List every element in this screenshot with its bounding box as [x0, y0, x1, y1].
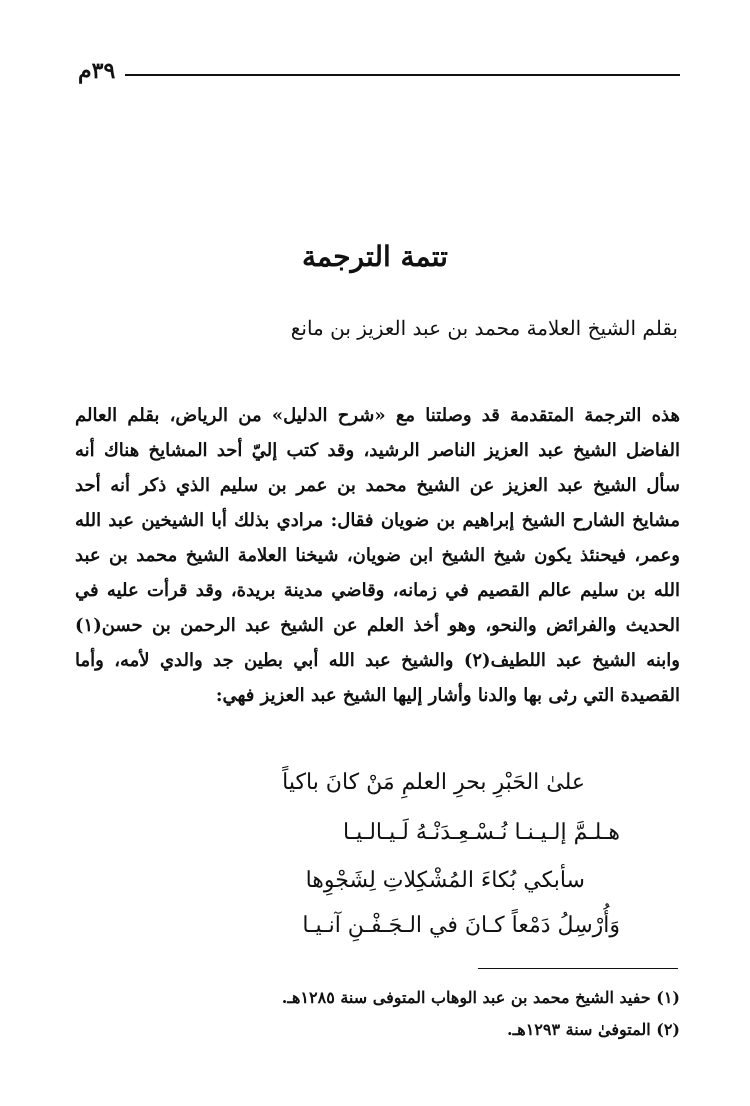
- author-byline: بقلم الشيخ العلامة محمد بن عبد العزيز بن مانع: [290, 316, 678, 340]
- page-number: ٣٩م: [78, 58, 116, 84]
- footnote-1: (١) حفيد الشيخ محمد بن عبد الوهاب المتوفى سنة ١٢٨٥هـ.: [281, 988, 680, 1007]
- chapter-title: تتمة الترجمة: [302, 240, 448, 273]
- poem-line-2: هـلـمَّ إلـيـنـا نُـسْـعِـدَنْـهُ لَـيـالـيـا: [342, 820, 620, 845]
- poem-line-3: سأبكي بُكاءَ المُشْكِلاتِ لِشَجْوِها: [305, 868, 585, 893]
- poem-line-1: علىٰ الحَبْرِ بحرِ العلمِ مَنْ كانَ باكياً: [282, 770, 585, 795]
- header-rule: [125, 74, 680, 76]
- poem-line-4: وَأُرْسِلُ دَمْعاً كـانَ في الـجَـفْـنِ آنـيـا: [302, 913, 620, 938]
- footnote-separator: [478, 968, 678, 969]
- footnote-2: (٢) المتوفىٰ سنة ١٢٩٣هـ.: [507, 1020, 680, 1039]
- footnotes: [75, 982, 680, 1046]
- body-paragraph: هذه الترجمة المتقدمة قد وصلتنا مع «شرح الدليل» من الرياض، بقلم العالم الفاضل الشيخ عبد العزيز الناصر الرشيد، وقد كتب إليّ أحد المشايخ هناك أنه سأل الشيخ عبد العزيز عن الشيخ محمد بن عمر بن سليم الذي ذكر أنه أحد مشايخ الشارح الشيخ إبراهيم بن ضويان فقال: مرادي بذلك أبا الشيخين عبد الله وعمر، فيحنئذ يكون شيخ الشيخ ابن ضويان، شيخنا العلامة الشيخ محمد بن عبد الله بن سليم عالم القصيم في زمانه، وقاضي مدينة بريدة، وقد قرأت عليه في الحديث والفرائض والنحو، وهو أخذ العلم عن الشيخ عبد الرحمن بن حسن(١) وابنه الشيخ عبد اللطيف(٢) والشيخ عبد الله أبي بطين جد والدي لأمه، وأما القصيدة التي رثى بها والدنا وأشار إليها الشيخ عبد العزيز فهي:: [75, 405, 681, 706]
- body-paragraph-block: [75, 398, 680, 713]
